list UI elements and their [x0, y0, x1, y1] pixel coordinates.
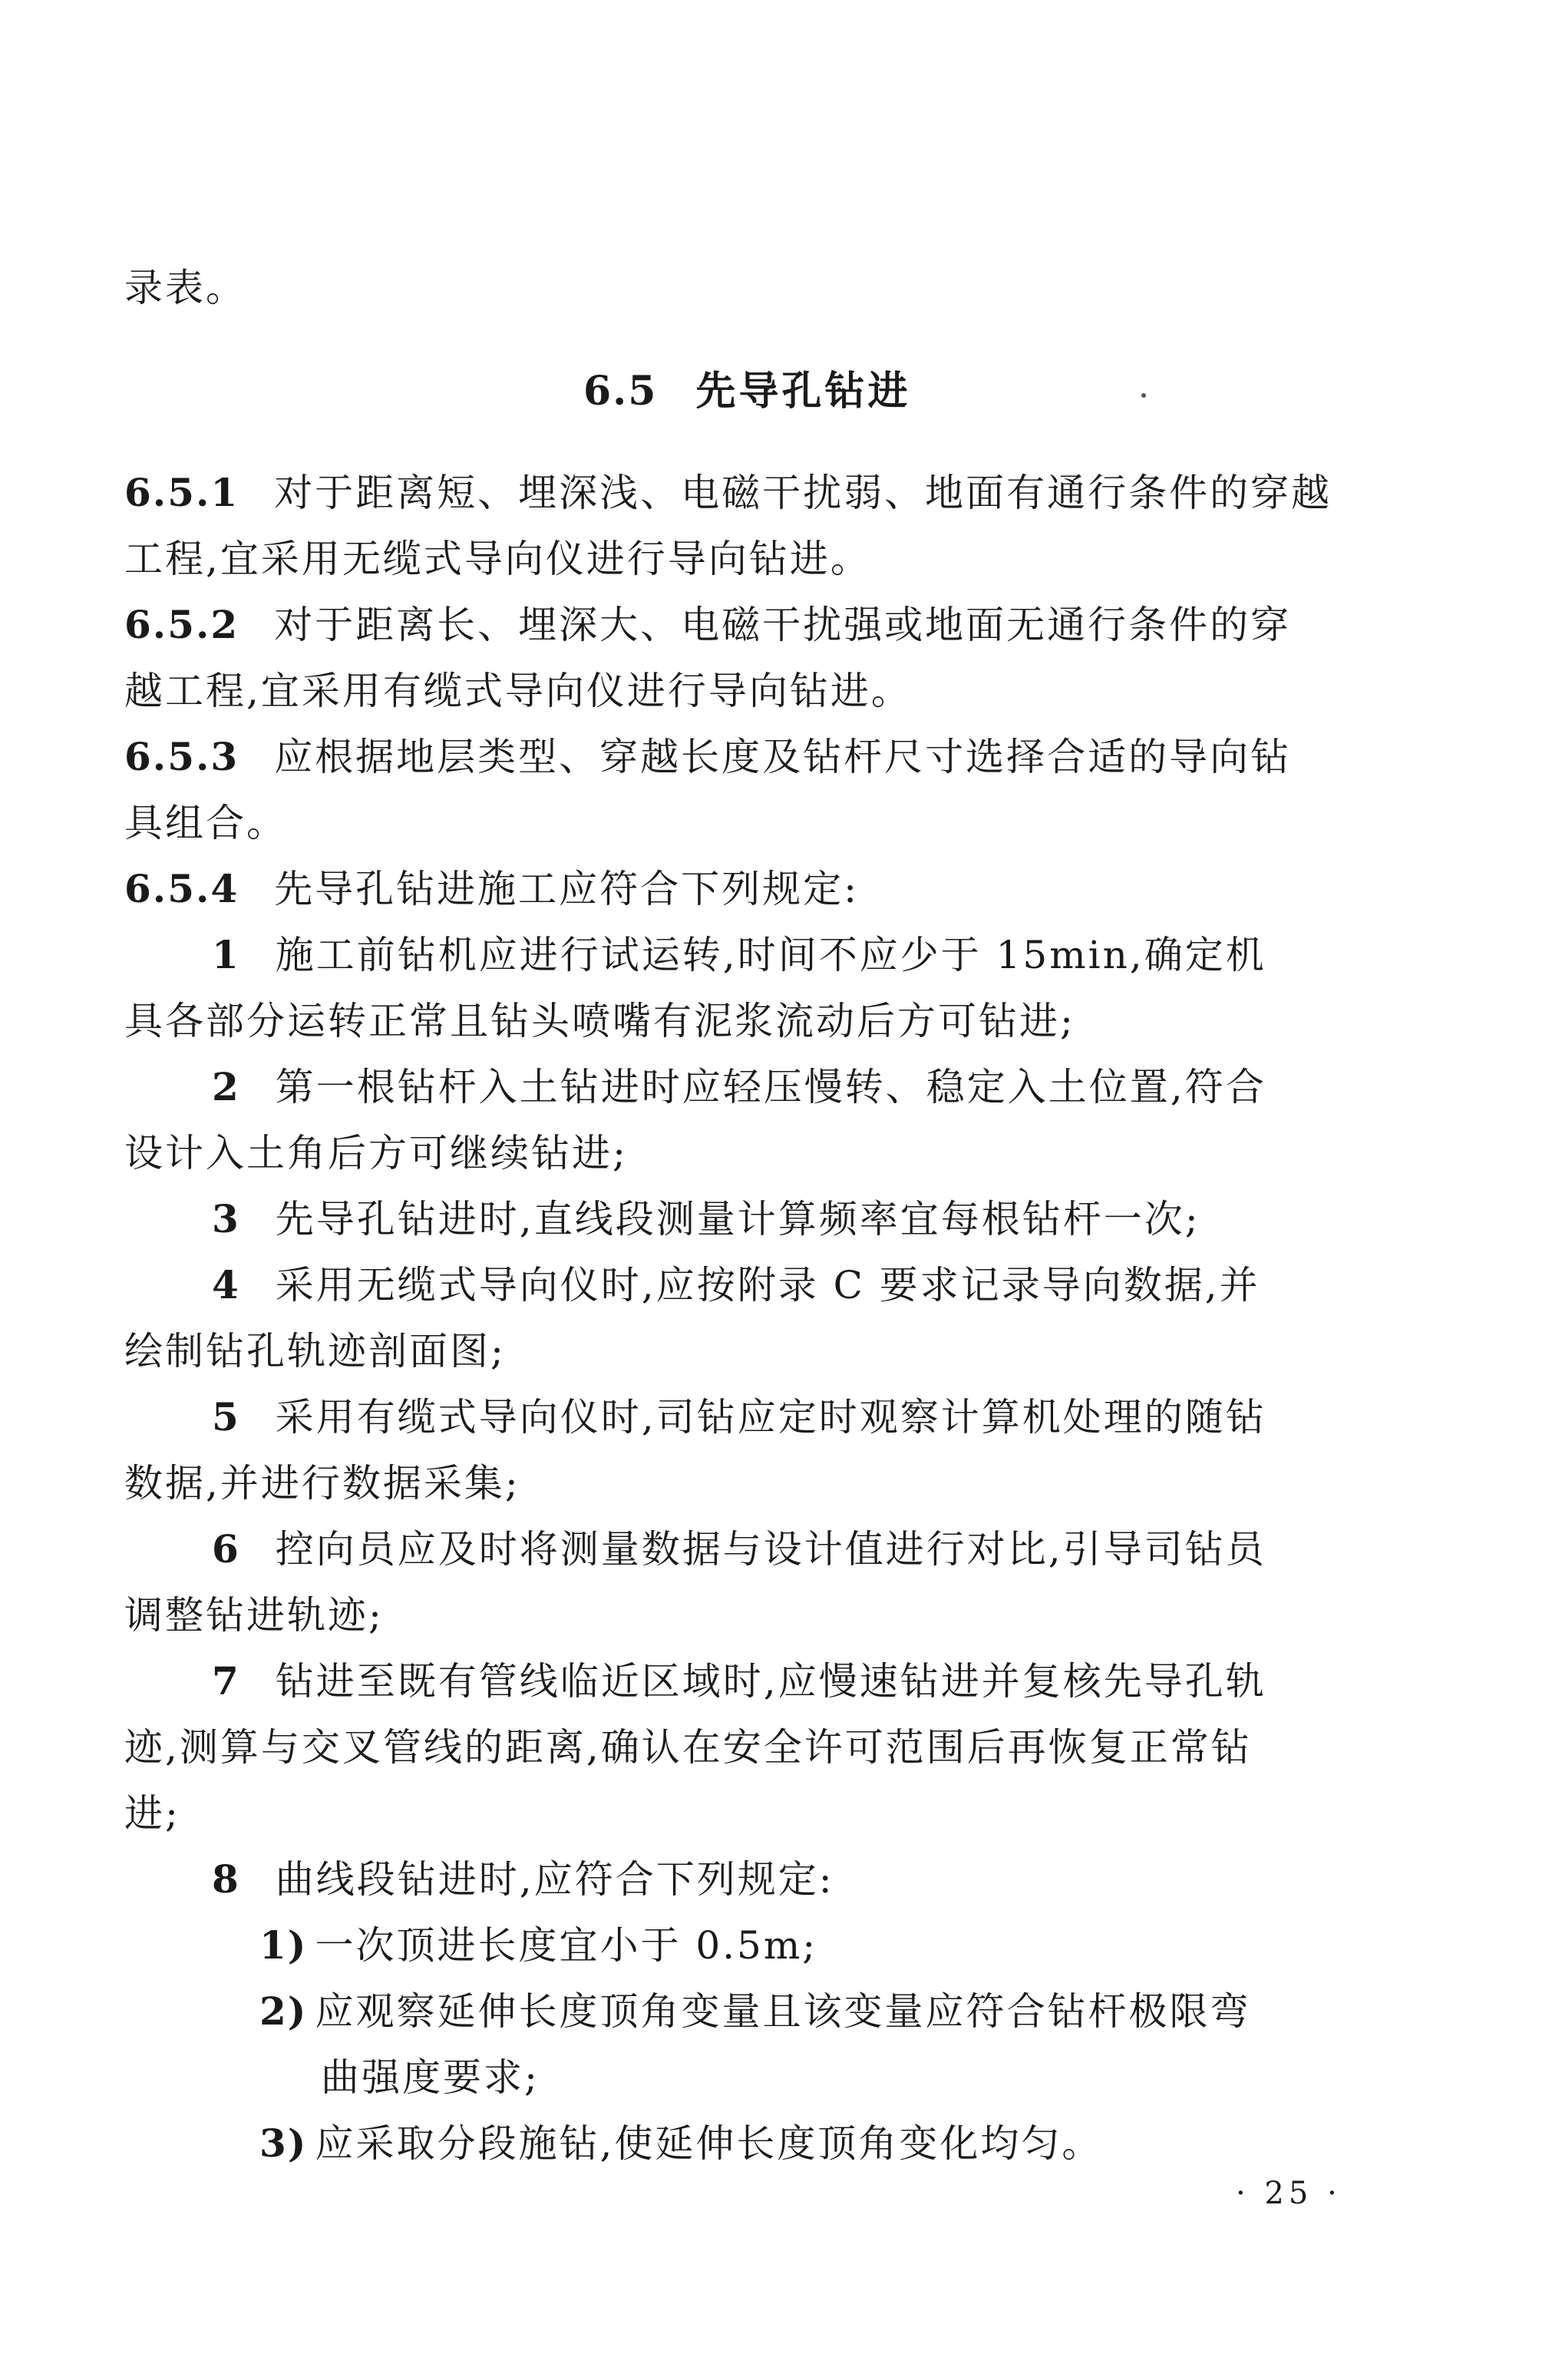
item-text: 采用有缆式导向仪时,司钻应定时观察计算机处理的随钻 [275, 1395, 1266, 1440]
clause-6-5-3-line1 [124, 734, 1291, 780]
subitem-text: 一次顶进长度宜小于 0.5m; [315, 1923, 818, 1968]
carry-over-text: 录表。 [124, 266, 246, 310]
clause-6-5-1-line2: 工程,宜采用无缆式导向仪进行导向钻进。 [124, 537, 871, 581]
item-number: 4 [212, 1262, 240, 1307]
item-text: 曲线段钻进时,应符合下列规定: [275, 1857, 834, 1902]
item-number: 8 [212, 1856, 240, 1902]
subitem-3-line1 [259, 2121, 1102, 2167]
item-text: 控向员应及时将测量数据与设计值进行对比,引导司钻员 [275, 1527, 1266, 1572]
item-number: 5 [212, 1394, 240, 1440]
item-text: 钻进至既有管线临近区域时,应慢速钻进并复核先导孔轨 [275, 1659, 1266, 1704]
item-7-line3: 进; [124, 1791, 180, 1836]
item-2-line1 [212, 1064, 1266, 1110]
subitem-number: 2) [259, 1988, 308, 2034]
item-5-line2: 数据,并进行数据采集; [124, 1461, 520, 1506]
clause-text: 对于距离短、埋深浅、电磁干扰弱、地面有通行条件的穿越 [274, 471, 1332, 515]
clause-6-5-4-line1 [124, 866, 859, 912]
item-5-line1 [212, 1394, 1266, 1440]
clause-text: 先导孔钻进施工应符合下列规定: [274, 867, 860, 911]
section-number: 6.5 [583, 368, 658, 415]
clause-number: 6.5.2 [124, 602, 239, 647]
clause-number: 6.5.3 [124, 734, 239, 779]
subitem-text: 应观察延伸长度顶角变量且该变量应符合钻杆极限弯 [315, 1989, 1251, 2034]
item-8-line1 [212, 1856, 834, 1902]
item-3-line1 [212, 1196, 1200, 1242]
clause-text: 对于距离长、埋深大、电磁干扰强或地面无通行条件的穿 [274, 603, 1292, 647]
item-number: 2 [212, 1064, 240, 1109]
subitem-2-line1 [259, 1988, 1250, 2035]
clause-6-5-2-line2: 越工程,宜采用有缆式导向仪进行导向钻进。 [124, 669, 912, 713]
item-number: 7 [212, 1658, 240, 1704]
item-6-line1 [212, 1526, 1266, 1572]
item-text: 第一根钻杆入土钻进时应轻压慢转、稳定入土位置,符合 [275, 1065, 1266, 1109]
subitem-1-line1 [259, 1922, 817, 1968]
item-1-line1 [212, 932, 1266, 978]
item-text: 采用无缆式导向仪时,应按附录 C 要求记录导向数据,并 [275, 1263, 1260, 1307]
page-number: · 25 · [1236, 2176, 1342, 2211]
item-7-line1 [212, 1658, 1266, 1704]
clause-number: 6.5.4 [124, 866, 239, 911]
clause-6-5-1-line1 [124, 470, 1332, 516]
clause-number: 6.5.1 [124, 470, 239, 515]
clause-text: 应根据地层类型、穿越长度及钻杆尺寸选择合适的导向钻 [274, 735, 1292, 779]
item-7-line2: 迹,测算与交叉管线的距离,确认在安全许可范围后再恢复正常钻 [124, 1725, 1252, 1770]
subitem-text: 应采取分段施钻,使延伸长度顶角变化均匀。 [315, 2121, 1103, 2166]
item-number: 1 [212, 932, 240, 977]
item-2-line2: 设计入土角后方可继续钻进; [124, 1131, 628, 1175]
item-1-line2: 具各部分运转正常且钻头喷嘴有泥浆流动后方可钻进; [124, 999, 1075, 1043]
item-4-line1 [212, 1262, 1260, 1308]
item-text: 施工前钻机应进行试运转,时间不应少于 15min,确定机 [275, 933, 1266, 977]
subitem-2-line2: 曲强度要求; [321, 2055, 540, 2100]
item-number: 3 [212, 1196, 240, 1241]
clause-6-5-2-line1 [124, 602, 1291, 648]
stray-dot-mark [1141, 393, 1146, 398]
item-6-line2: 调整钻进轨迹; [124, 1593, 384, 1638]
subitem-number: 3) [259, 2121, 308, 2166]
clause-6-5-3-line2: 具组合。 [124, 801, 287, 845]
item-4-line2: 绘制钻孔轨迹剖面图; [124, 1329, 506, 1373]
item-number: 6 [212, 1526, 240, 1572]
subitem-number: 1) [259, 1922, 308, 1968]
section-title: 先导孔钻进 [695, 368, 911, 415]
item-text: 先导孔钻进时,直线段测量计算频率宜每根钻杆一次; [275, 1197, 1200, 1241]
section-heading [583, 369, 910, 415]
